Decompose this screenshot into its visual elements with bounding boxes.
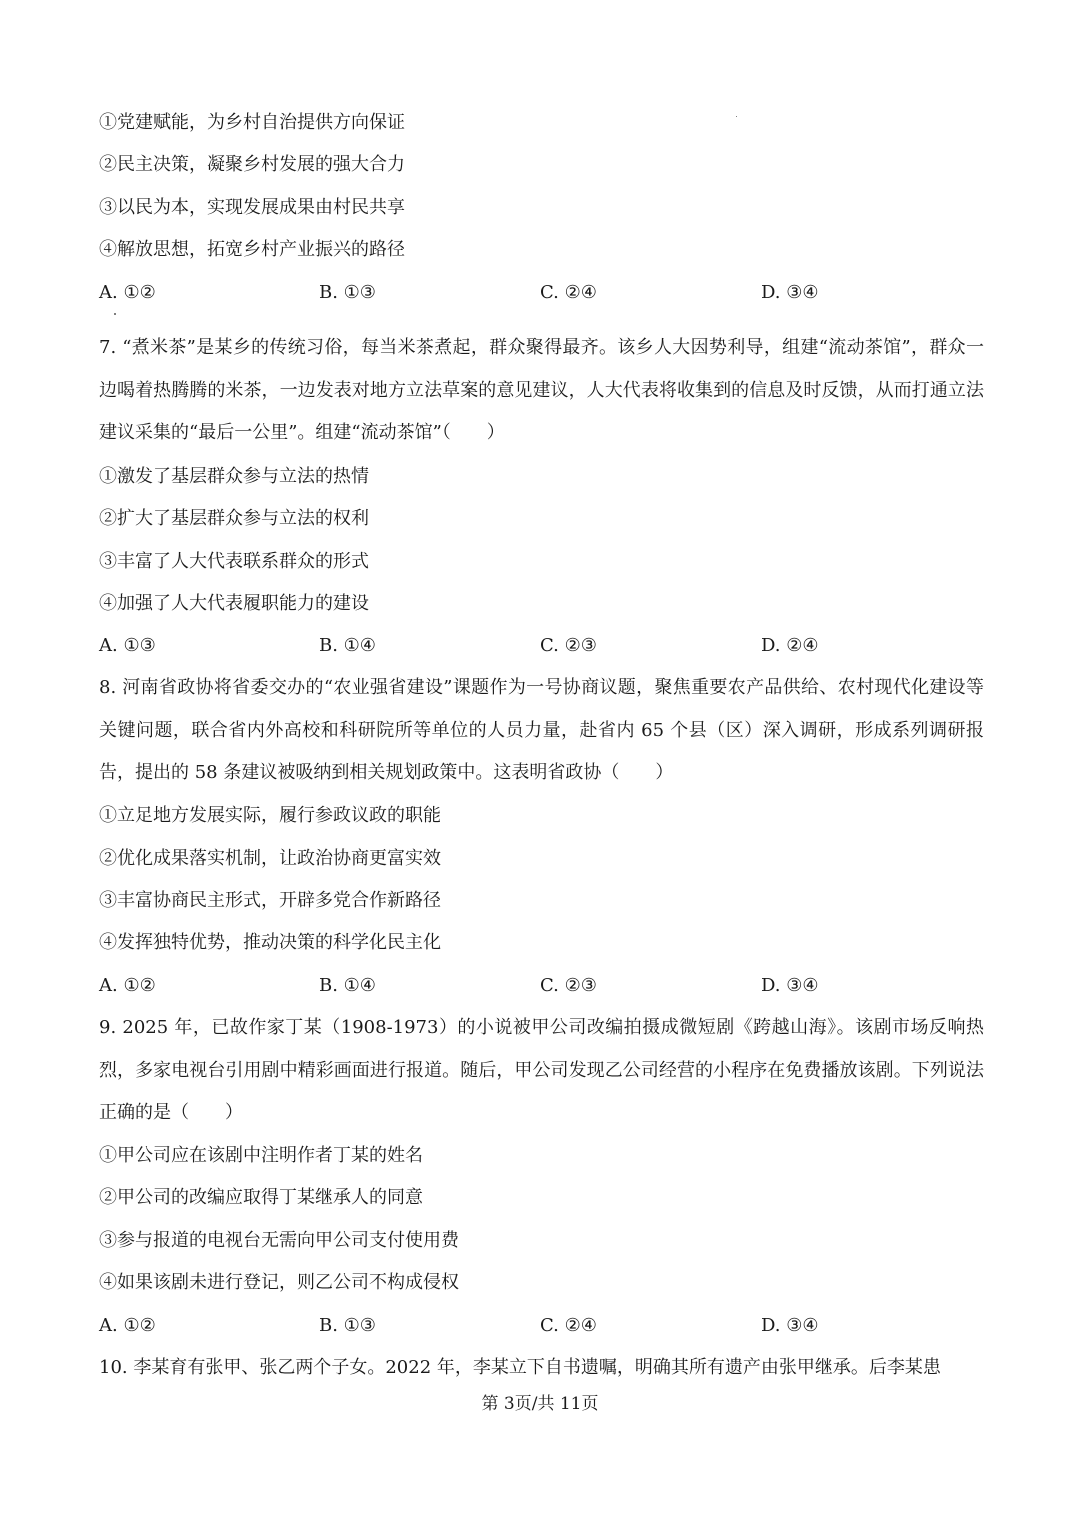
q6-options xyxy=(99,281,984,305)
q9-stem: 9. 2025 年，已故作家丁某（1908-1973）的小说被甲公司改编拍摄成微短剧《跨越山海》。该剧市场反响热烈，多家电视台引用剧中精彩画面进行报道。随后，甲公司发现乙公司经营的小程序在免费播放该剧。下列说法正确的是（ ） xyxy=(99,1017,984,1123)
q9-option-d: D. ③④ xyxy=(761,1315,819,1336)
q10-stem: 10. 李某育有张甲、张乙两个子女。2022 年，李某立下自书遗嘱，明确其所有遗产由张甲继承。后李某患 xyxy=(99,1357,941,1378)
q9-option-a: A. ①② xyxy=(99,1315,156,1336)
q8-statement-2: ②优化成果落实机制，让政治协商更富实效 xyxy=(99,848,441,869)
q6-statement-2: ②民主决策，凝聚乡村发展的强大合力 xyxy=(99,154,405,175)
q8-statement-4: ④发挥独特优势，推动决策的科学化民主化 xyxy=(99,932,441,953)
q6-statement-3: ③以民为本，实现发展成果由村民共享 xyxy=(99,197,405,218)
q7-statement-1: ①激发了基层群众参与立法的热情 xyxy=(99,466,369,487)
q8-option-d: D. ③④ xyxy=(761,975,819,996)
q8-statement-1: ①立足地方发展实际，履行参政议政的职能 xyxy=(99,805,441,826)
q9-statement-2: ②甲公司的改编应取得丁某继承人的同意 xyxy=(99,1187,423,1208)
q7-option-b: B. ①④ xyxy=(319,635,376,656)
q6-option-c: C. ②④ xyxy=(540,282,597,303)
q9-statement-4: ④如果该剧未进行登记，则乙公司不构成侵权 xyxy=(99,1272,459,1293)
q8-options xyxy=(99,974,984,998)
q7-statement-4: ④加强了人大代表履职能力的建设 xyxy=(99,593,369,614)
q6-statement-4: ④解放思想，拓宽乡村产业振兴的路径 xyxy=(99,239,405,260)
scan-speck xyxy=(736,116,737,117)
q9-statement-3: ③参与报道的电视台无需向甲公司支付使用费 xyxy=(99,1230,459,1251)
q9-option-c: C. ②④ xyxy=(540,1315,597,1336)
q6-option-d: D. ③④ xyxy=(761,282,819,303)
q6-option-b: B. ①③ xyxy=(319,282,376,303)
q8-option-c: C. ②③ xyxy=(540,975,597,996)
q8-statement-3: ③丰富协商民主形式，开辟多党合作新路径 xyxy=(99,890,441,911)
q9-options xyxy=(99,1314,984,1338)
scan-speck xyxy=(114,313,116,315)
q7-statement-2: ②扩大了基层群众参与立法的权利 xyxy=(99,508,369,529)
page-number: 第 3页/共 11页 xyxy=(481,1394,599,1414)
q7-statement-3: ③丰富了人大代表联系群众的形式 xyxy=(99,551,369,572)
q9-statement-1: ①甲公司应在该剧中注明作者丁某的姓名 xyxy=(99,1145,423,1166)
q7-options xyxy=(99,634,984,658)
q8-stem: 8. 河南省政协将省委交办的“农业强省建设”课题作为一号协商议题，聚焦重要农产品供给、农村现代化建设等关键问题，联合省内外高校和科研院所等单位的人员力量，赴省内 65 个县（区）深入调研，形成系列调研报告，提出的 58 条建议被吸纳到相关规划政策中。这表明省政协（ ） xyxy=(99,677,984,783)
q7-stem: 7. “煮米茶”是某乡的传统习俗，每当米茶煮起，群众聚得最齐。该乡人大因势利导，组建“流动茶馆”，群众一边喝着热腾腾的米茶，一边发表对地方立法草案的意见建议，人大代表将收集到的信息及时反馈，从而打通立法建议采集的“最后一公里”。组建“流动茶馆”（ ） xyxy=(99,337,984,443)
q8-option-b: B. ①④ xyxy=(319,975,376,996)
q6-statement-1: ①党建赋能，为乡村自治提供方向保证 xyxy=(99,112,405,133)
q6-option-a: A. ①② xyxy=(99,282,156,303)
q8-option-a: A. ①② xyxy=(99,975,156,996)
q7-option-d: D. ②④ xyxy=(761,635,819,656)
q7-option-c: C. ②③ xyxy=(540,635,597,656)
q7-option-a: A. ①③ xyxy=(99,635,156,656)
q9-option-b: B. ①③ xyxy=(319,1315,376,1336)
